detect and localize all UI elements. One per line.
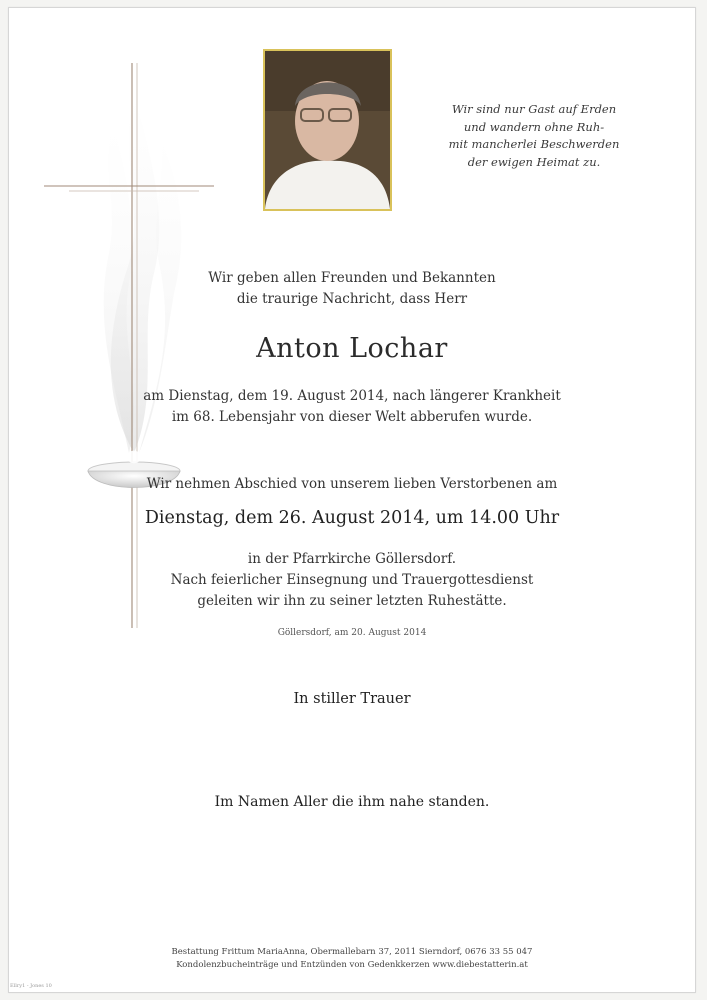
- ceremony-line-2: Nach feierlicher Einsegnung und Trauergottesdienst: [170, 572, 534, 588]
- intro-line-2: die traurige Nachricht, dass Herr: [236, 291, 468, 307]
- funeral-date: Dienstag, dem 26. August 2014, um 14.00 Uhr: [144, 508, 560, 528]
- verse: [409, 101, 659, 171]
- detail-line-1: am Dienstag, dem 19. August 2014, nach längerer Krankheit: [143, 388, 561, 404]
- death-detail: [9, 386, 695, 428]
- closing-text: Im Namen Aller die ihm nahe standen.: [214, 794, 490, 810]
- footer-line-1: Bestattung Frittum MariaAnna, Obermallebarn 37, 2011 Sierndorf, 0676 33 55 047: [171, 947, 533, 957]
- verse-line: und wandern ohne Ruh-: [463, 119, 605, 134]
- verse-line: mit mancherlei Beschwerden: [448, 137, 620, 151]
- verse-line: Wir sind nur Gast auf Erden: [451, 102, 617, 116]
- verse-line: der ewigen Heimat zu.: [467, 154, 601, 169]
- print-code: Ellry1 - Jones 10: [10, 983, 52, 989]
- detail-line-2: im 68. Lebensjahr von dieser Welt abberufen wurde.: [171, 409, 533, 425]
- deceased-name: Anton Lochar: [256, 333, 448, 364]
- portrait-photo: [263, 49, 392, 211]
- ceremony-line-1: in der Pfarrkirche Göllersdorf.: [247, 551, 457, 567]
- ceremony-text: [9, 549, 695, 612]
- place-date: Göllersdorf, am 20. August 2014: [277, 628, 427, 638]
- mourning-text: In stiller Trauer: [293, 691, 411, 707]
- footer-line-2: Kondolenzbucheinträge und Entzünden von Gedenkkerzen www.diebestatterin.at: [176, 960, 528, 970]
- intro-text: [9, 268, 695, 310]
- obituary-page: [8, 7, 696, 993]
- funeral-home-footer: [9, 946, 695, 972]
- intro-line-1: Wir geben allen Freunden und Bekannten: [208, 270, 496, 286]
- ceremony-line-3: geleiten wir ihn zu seiner letzten Ruhestätte.: [197, 593, 507, 609]
- farewell-text: Wir nehmen Abschied von unserem lieben Verstorbenen am: [146, 476, 558, 492]
